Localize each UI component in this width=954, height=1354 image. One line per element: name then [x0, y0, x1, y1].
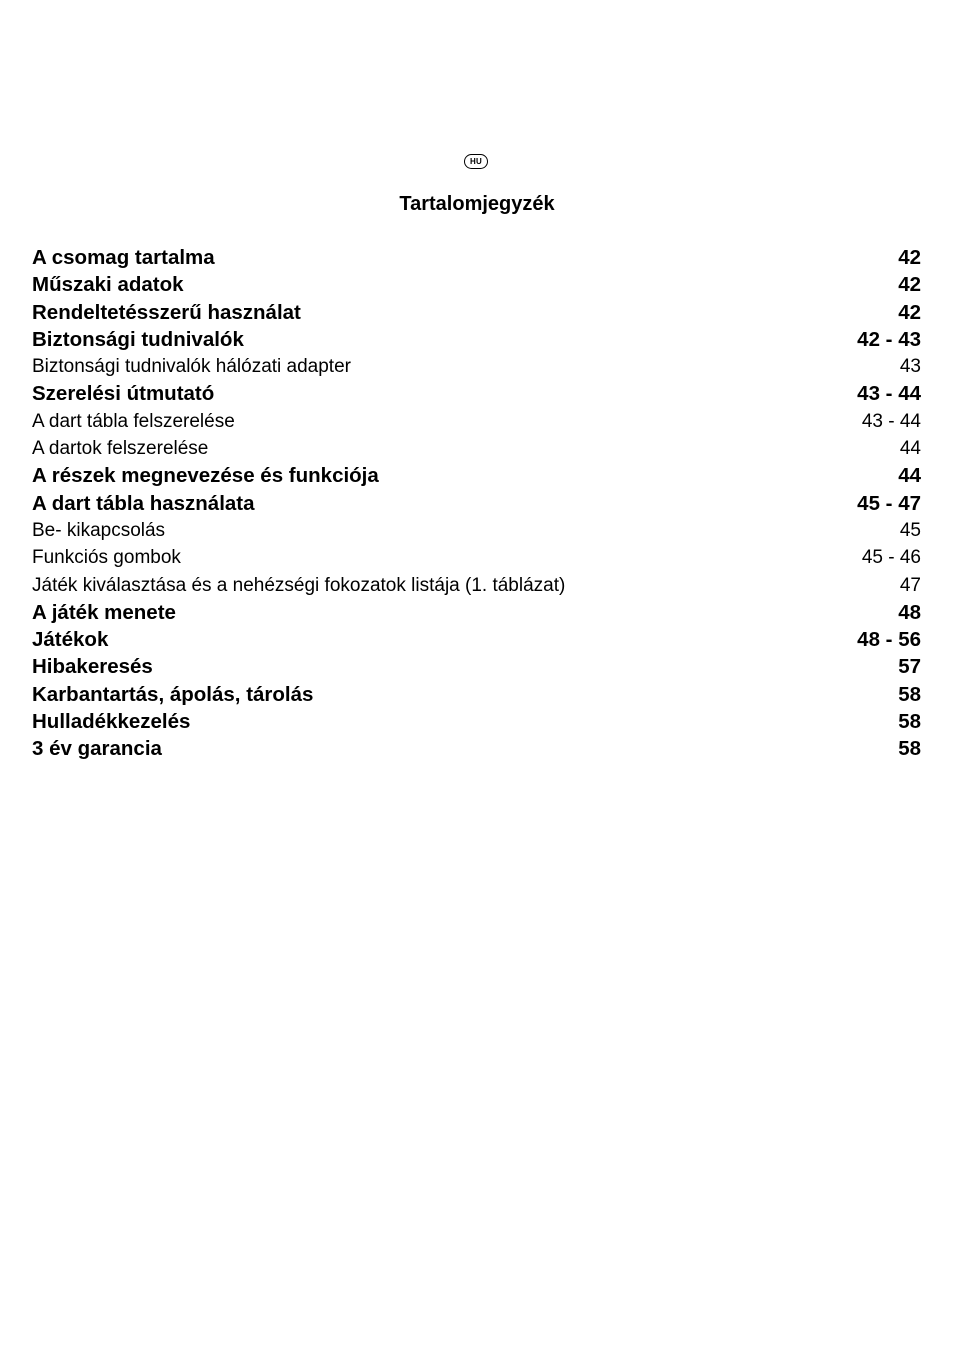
toc-entry-label: 3 év garancia [32, 737, 162, 761]
toc-entry-page: 42 [898, 300, 921, 324]
toc-entry[interactable] [32, 326, 921, 353]
toc-entry[interactable] [32, 599, 921, 626]
toc-entry-page: 43 - 44 [861, 410, 921, 432]
toc-entry-page: 43 [899, 356, 921, 378]
toc-subentry[interactable] [32, 408, 921, 435]
toc-entry-label: Játékok [32, 628, 109, 652]
page-title: Tartalomjegyzék [399, 193, 555, 215]
toc-entry-label: Biztonsági tudnivalók [32, 327, 244, 351]
toc-entry[interactable] [32, 490, 921, 517]
toc-entry-page: 48 - 56 [857, 628, 921, 652]
toc-entry-page: 44 [898, 464, 921, 488]
toc-entry-label: A játék menete [32, 600, 176, 624]
toc-entry-page: 42 [898, 273, 921, 297]
toc-entry[interactable] [32, 299, 921, 326]
toc-entry[interactable] [32, 271, 921, 298]
language-badge: HU [464, 154, 488, 169]
toc-entry-label: A dart tábla felszerelése [32, 410, 235, 432]
toc-entry-page: 43 - 44 [857, 382, 921, 406]
toc-subentry[interactable] [32, 544, 921, 571]
toc-entry[interactable] [32, 708, 921, 735]
toc-entry[interactable] [32, 462, 921, 489]
toc-subentry[interactable] [32, 517, 921, 544]
toc-entry-label: Hibakeresés [32, 655, 153, 679]
toc-entry-page: 48 [898, 600, 921, 624]
toc-entry-label: A részek megnevezése és funkciója [32, 464, 379, 488]
toc-entry[interactable] [32, 626, 921, 653]
toc-entry-page: 58 [898, 737, 921, 761]
toc-entry-page: 57 [898, 655, 921, 679]
toc-entry[interactable] [32, 735, 921, 762]
toc-entry-page: 58 [898, 682, 921, 706]
toc-entry-label: Biztonsági tudnivalók hálózati adapter [32, 356, 351, 378]
toc-subentry[interactable] [32, 572, 921, 599]
toc-entry-label: Műszaki adatok [32, 273, 184, 297]
toc-subentry[interactable] [32, 353, 921, 380]
toc-entry[interactable] [32, 244, 921, 271]
toc-entry-page: 42 - 43 [857, 327, 921, 351]
toc-entry-label: Be- kikapcsolás [32, 519, 166, 541]
toc-subentry[interactable] [32, 435, 921, 462]
toc-entry-label: A dart tábla használata [32, 491, 255, 515]
toc-entry-label: Karbantartás, ápolás, tárolás [32, 682, 314, 706]
toc-entry[interactable] [32, 653, 921, 680]
toc-entry-label: A csomag tartalma [32, 246, 215, 269]
toc-entry-label: Funkciós gombok [32, 547, 181, 569]
toc-entry-page: 44 [899, 438, 921, 460]
toc-entry-label: A dartok felszerelése [32, 438, 209, 460]
toc-entry-page: 42 [898, 246, 921, 269]
toc-entry-page: 45 - 47 [857, 491, 921, 515]
toc-entry-page: 47 [899, 574, 921, 596]
toc-entry-page: 45 - 46 [861, 547, 921, 569]
toc-entry-label: Hulladékkezelés [32, 710, 191, 734]
toc-entry-page: 58 [898, 710, 921, 734]
toc-entry[interactable] [32, 681, 921, 708]
toc-entry-label: Rendeltetésszerű használat [32, 300, 301, 324]
table-of-contents [32, 244, 921, 763]
toc-entry[interactable] [32, 380, 921, 407]
toc-entry-page: 45 [899, 519, 921, 541]
toc-entry-label: Játék kiválasztása és a nehézségi fokozatok listája (1. táblázat) [32, 574, 566, 596]
toc-entry-label: Szerelési útmutató [32, 382, 215, 406]
